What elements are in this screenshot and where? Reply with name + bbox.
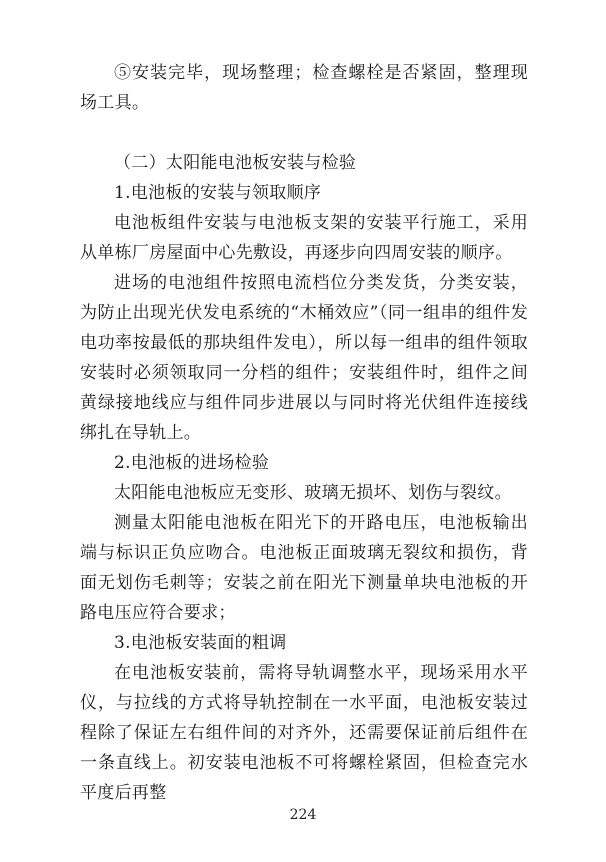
paragraph-visual-inspection: 太阳能电池板应无变形、玻璃无损坏、划伤与裂纹。: [114, 483, 512, 503]
paragraph-rail-leveling: 在电池板安装前，需将导轨调整水平，现场采用水平仪，与拉线的方式将导轨控制在一水平面，电池板安装过程除了保证左右组件间的对齐外，还需要保证前后组件在一条直线上。初安装电池板不可将螺栓紧固，但检查完水平度后再整: [80, 663, 528, 803]
paragraph-voltage-test: 测量太阳能电池板在阳光下的开路电压，电池板输出端与标识正负应吻合。电池板正面玻璃无裂纹和损伤，背面无划伤毛刺等；安装之前在阳光下测量单块电池板的开路电压应符合要求；: [80, 513, 528, 623]
document-body: [80, 58, 528, 808]
subheading-install-order: 1.电池板的安装与领取顺序: [114, 183, 322, 203]
subheading-coarse-adjustment: 3.电池板安装面的粗调: [114, 633, 287, 653]
section-spacer: [80, 118, 528, 148]
subheading-incoming-inspection: 2.电池板的进场检验: [114, 453, 270, 473]
paragraph-module-grouping: 进场的电池组件按照电流档位分类发货，分类安装，为防止出现光伏发电系统的“木桶效应”（同一组串的组件发电功率按最低的那块组件发电），所以每一组串的组件领取安装时必须领取同一分档的组件；安装组件时，组件之间黄绿接地线应与组件同步进展以与同时将光伏组件连接线绑扎在导轨上。: [80, 273, 528, 443]
paragraph-install-order: 电池板组件安装与电池板支架的安装平行施工，采用从单栋厂房屋面中心先敷设，再逐步向四周安装的顺序。: [80, 213, 528, 263]
paragraph-step-5: ⑤安装完毕，现场整理；检查螺栓是否紧固，整理现场工具。: [80, 63, 528, 113]
page-number: 224: [289, 807, 317, 823]
section-heading: （二）太阳能电池板安装与检验: [114, 153, 357, 173]
